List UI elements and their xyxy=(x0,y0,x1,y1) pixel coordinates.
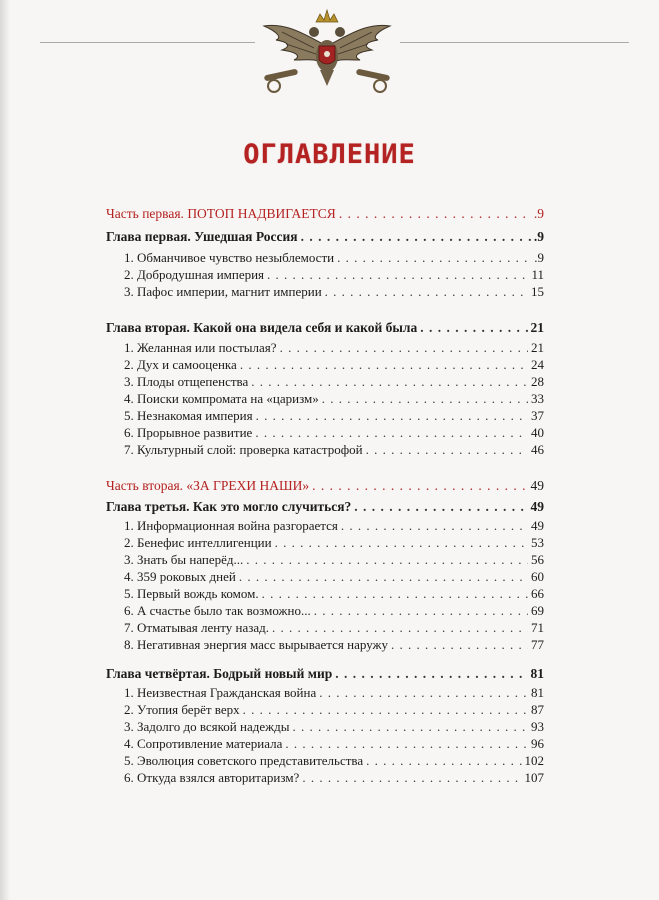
part-title: Часть вторая. «ЗА ГРЕХИ НАШИ» xyxy=(106,478,310,493)
page-shadow-edge xyxy=(0,0,10,900)
toc-item: 1. Желанная или постылая? . . . 21 xyxy=(106,339,544,356)
page-number: 81 xyxy=(530,666,544,681)
toc-item: 6. Прорывное развитие . . . 40 xyxy=(106,424,544,441)
page-number: .9 xyxy=(533,229,544,244)
toc-chapter xyxy=(106,319,544,336)
page-number: 49 xyxy=(530,478,544,493)
toc-item: 2. Дух и самооценка . . . 24 xyxy=(106,356,544,373)
toc-item: 7. Культурный слой: проверка катастрофой . . . 46 xyxy=(106,441,544,458)
toc-item: 5. Первый вождь комом. . . . 66 xyxy=(106,585,544,602)
toc-item: 1. Неизвестная Гражданская война . . . 81 xyxy=(106,684,544,701)
chapter-title: Глава третья. Как это могло случиться? xyxy=(106,499,352,514)
chapter-title: Глава вторая. Какой она видела себя и какой была xyxy=(106,320,418,335)
toc-item: 2. Бенефис интеллигенции . . . 53 xyxy=(106,534,544,551)
toc-item: 5. Эволюция советского представительства . . . 102 xyxy=(106,752,544,769)
toc-item: 6. Откуда взялся авторитаризм? . . . 107 xyxy=(106,769,544,786)
table-of-contents xyxy=(106,205,544,786)
toc-item: 3. Плоды отщепенства . . . 28 xyxy=(106,373,544,390)
toc-item: 4. Сопротивление материала . . . 96 xyxy=(106,735,544,752)
toc-part xyxy=(106,477,544,494)
toc-item: 8. Негативная энергия масс вырывается наружу . . . 77 xyxy=(106,636,544,653)
toc-item: 3. Знать бы наперёд... . . . 56 xyxy=(106,551,544,568)
toc-item: 1. Информационная война разгорается . . . 49 xyxy=(106,517,544,534)
header-rule-left xyxy=(40,42,255,43)
toc-item: 6. А счастье было так возможно... . . . 69 xyxy=(106,602,544,619)
page-number: 21 xyxy=(530,320,544,335)
toc-item: 1. Обманчивое чувство незыблемости . . . .9 xyxy=(106,249,544,266)
page-number: .9 xyxy=(533,206,544,221)
header-rule-right xyxy=(400,42,629,43)
double-headed-eagle-emblem xyxy=(252,6,402,102)
chapter-title: Глава четвёртая. Бодрый новый мир xyxy=(106,666,333,681)
toc-chapter xyxy=(106,498,544,515)
toc-part xyxy=(106,205,544,222)
toc-chapter xyxy=(106,228,544,245)
toc-item: 4. Поиски компромата на «царизм» . . . 33 xyxy=(106,390,544,407)
toc-item: 2. Утопия берёт верх . . . 87 xyxy=(106,701,544,718)
part-title: Часть первая. ПОТОП НАДВИГАЕТСЯ xyxy=(106,206,336,221)
toc-item: 4. 359 роковых дней . . . 60 xyxy=(106,568,544,585)
page-title: ОГЛАВЛЕНИЕ xyxy=(243,139,416,170)
toc-item: 5. Незнакомая империя . . . 37 xyxy=(106,407,544,424)
toc-chapter xyxy=(106,665,544,682)
toc-item: 2. Добродушная империя . . . 11 xyxy=(106,266,544,283)
chapter-title: Глава первая. Ушедшая Россия xyxy=(106,229,298,244)
toc-item: 3. Пафос империи, магнит империи . . . 15 xyxy=(106,283,544,300)
page-number: 49 xyxy=(530,499,544,514)
toc-item: 7. Отматывая ленту назад. . . . 71 xyxy=(106,619,544,636)
toc-item: 3. Задолго до всякой надежды . . . 93 xyxy=(106,718,544,735)
